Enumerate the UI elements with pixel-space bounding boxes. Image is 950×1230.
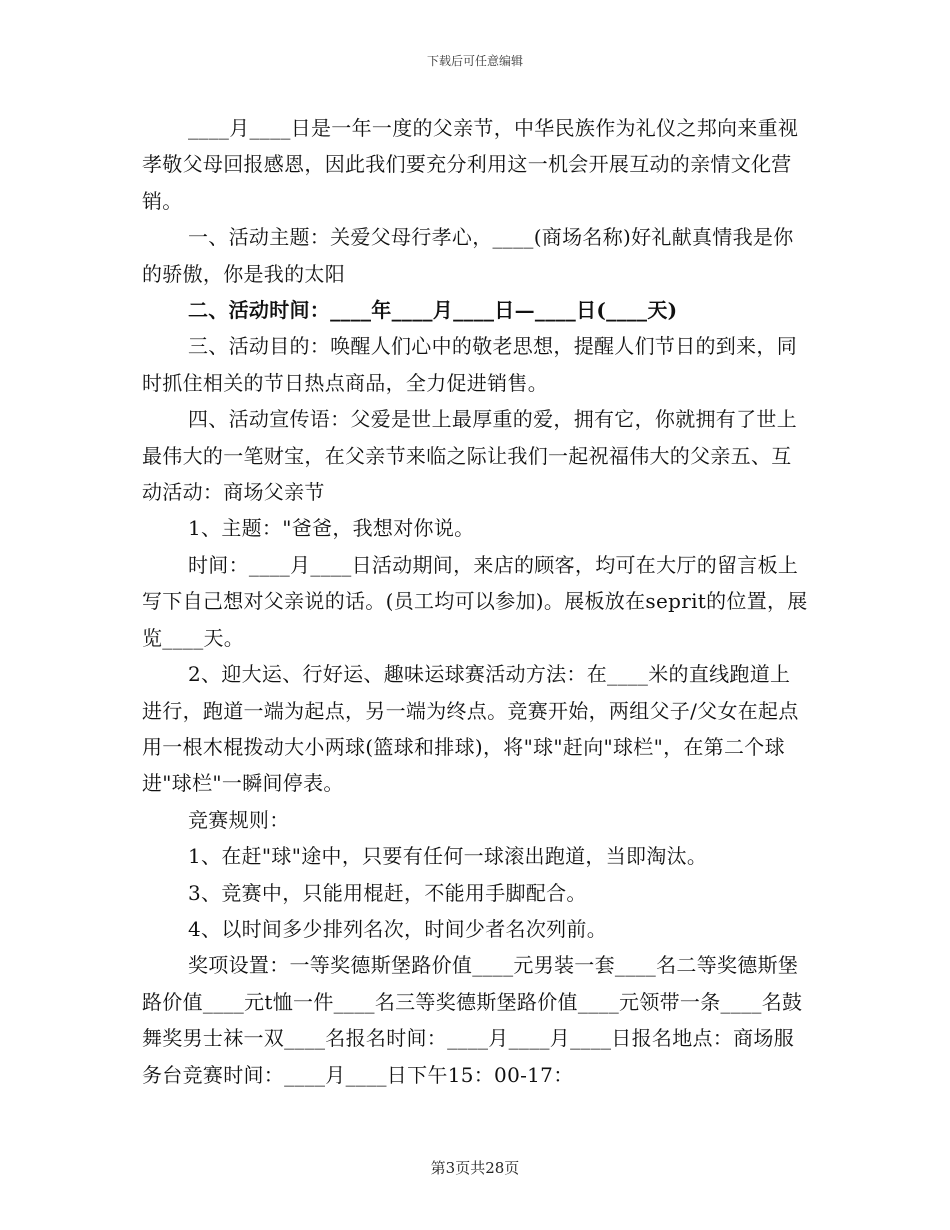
page-header-note: 下载后可任意编辑 <box>426 54 523 68</box>
theme-item-paragraph: 1、主题："爸爸，我想对你说。 <box>188 516 475 541</box>
activity-time-paragraph: 二、活动时间：____年____月____日—____日(____天) <box>188 298 678 323</box>
activity-theme-paragraph: 一、活动主题：关爱父母行孝心，____(商场名称)好礼献真情我是你的骄傲，你是我的太阳 <box>142 225 794 286</box>
message-board-paragraph: 时间：____月____日活动期间，来店的顾客，均可在大厅的留言板上写下自己想对父亲说的话。(员工均可以参加)。展板放在seprit的位置，展览____天。 <box>142 552 808 650</box>
intro-paragraph: ____月____日是一年一度的父亲节，中华民族作为礼仪之邦向来重视孝敬父母回报感恩，因此我们要充分利用这一机会开展互动的亲情文化营销。 <box>142 116 799 213</box>
activity-purpose-paragraph: 三、活动目的：唤醒人们心中的敬老思想，提醒人们节日的到来，同时抓住相关的节日热点商品，全力促进销售。 <box>142 334 797 395</box>
activity-slogan-paragraph: 四、活动宣传语：父爱是世上最厚重的爱，拥有它，你就拥有了世上最伟大的一笔财宝，在父亲节来临之际让我们一起祝福伟大的父亲五、互动活动：商场父亲节 <box>142 407 797 505</box>
page-number-footer: 第3页共28页 <box>430 1159 520 1177</box>
document-body <box>142 110 810 1093</box>
rule-item-3: 3、竞赛中，只能用棍赶，不能用手脚配合。 <box>188 880 587 905</box>
rule-item-1: 1、在赶"球"途中，只要有任何一球滚出跑道，当即淘汰。 <box>188 844 708 869</box>
prizes-paragraph: 奖项设置：一等奖德斯堡路价值____元男装一套____名二等奖德斯堡路价值____元t恤一件____名三等奖德斯堡路价值____元领带一条____名鼓舞奖男士袜一双____名报名时间：____月____月____日报名地点：商场服务台竞赛时间：____月____日下午15：00-17： <box>142 953 803 1087</box>
rule-item-4: 4、以时间多少排列名次，时间少者名次列前。 <box>188 916 608 941</box>
ball-game-paragraph: 2、迎大运、行好运、趣味运球赛活动方法：在____米的直线跑道上进行，跑道一端为起点，另一端为终点。竞赛开始，两组父子/父女在起点用一根木棍拨动大小两球(篮球和排球)，将"球"赶向"球栏"，在第二个球进"球栏"一瞬间停表。 <box>142 662 799 796</box>
rules-heading: 竞赛规则： <box>188 807 290 832</box>
